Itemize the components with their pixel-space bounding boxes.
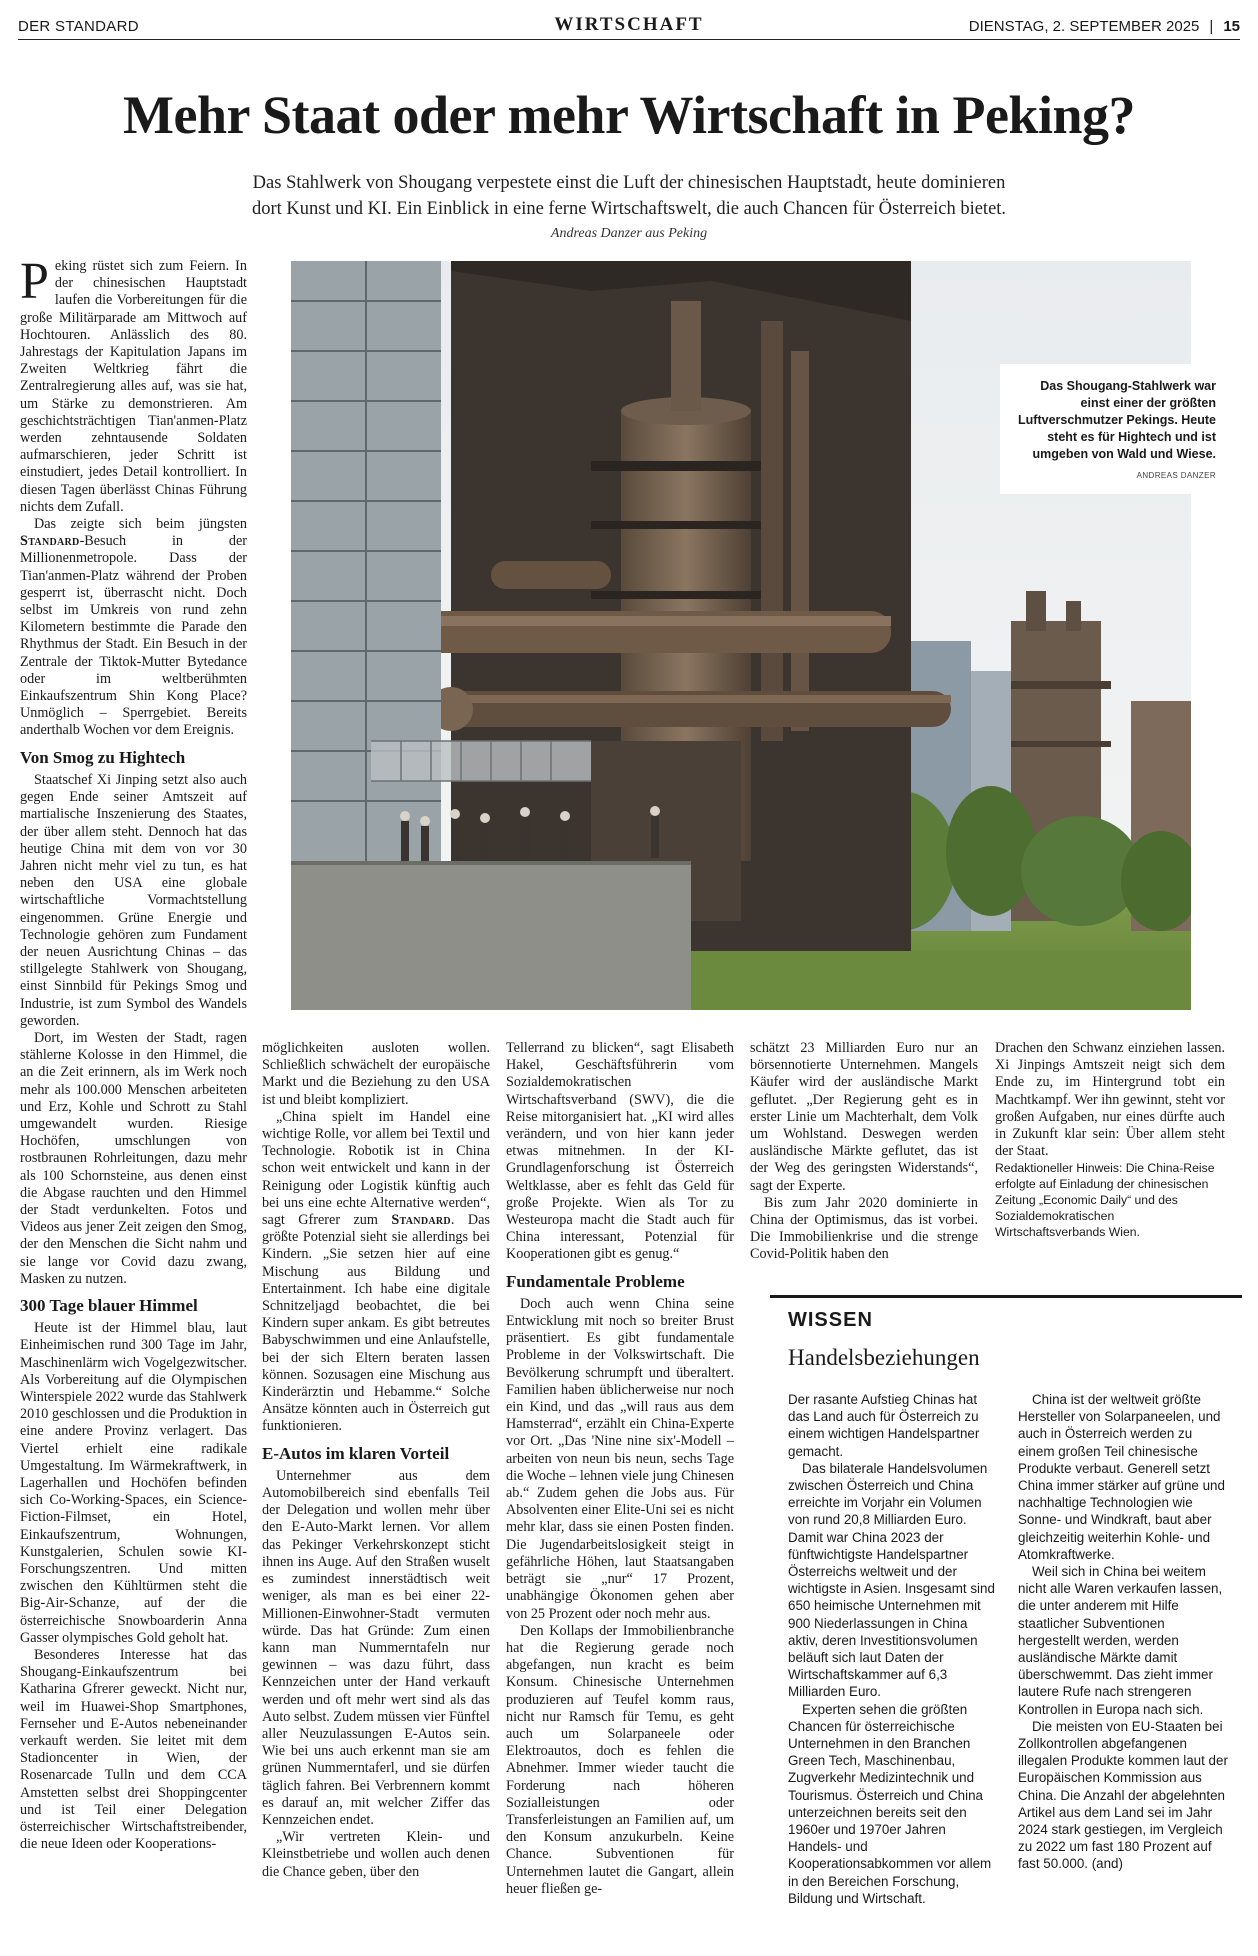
subheading-problems: Fundamentale Probleme bbox=[506, 1271, 685, 1291]
article-column-1 bbox=[20, 258, 247, 1940]
page-header bbox=[18, 14, 1240, 40]
body-paragraph: Besonderes Interesse hat das Shougang-Einkaufszentrum bei Katharina Gfrerer geweckt. Nicht nur, weil im Huawei-Shop Smartphones, Fernseher und E-Autos nebeneinander verkauft werden. Sie leitet mit dem Stadioncenter in Wien, der Rosenarcade Tulln und dem CCA Amstetten selbst drei Shoppingcenter und ist Teil einer Delegation österreichischer Wirtschaftstreibender, die neue Ideen oder Kooperations- bbox=[20, 1647, 247, 1853]
body-paragraph: Das zeigte sich beim jüngsten Standard-Besuch in der Millionenmetropole. Dass der Tian'anmen-Platz während der Proben gesperrt ist, überrascht nicht. Doch selbst im Umkreis von rund zehn Kilometern bestimmte die Parade den Rhythmus der Stadt. Ein Besuch in der Zentrale der Tiktok-Mutter Bytedance oder im weltberühmten Einkaufszentrum Shin Kong Place? Unmöglich – Sperrgebiet. Bereits anderthalb Wochen vor dem Ereignis. bbox=[20, 516, 247, 739]
byline: Andreas Danzer aus Peking bbox=[550, 226, 708, 241]
info-paragraph: Die meisten von EU-Staaten bei Zollkontrollen abgefangenen illegalen Produkte kommen laut der Europäischen Kommission aus China. Die Anzahl der abgelehnten Artikel aus dem Land sei im Jahr 2024 stark gestiegen, im Vergleich zu 2022 um fast 180 Prozent auf fast 50.000. (and) bbox=[1018, 1718, 1228, 1872]
headline: Mehr Staat oder mehr Wirtschaft in Peking? bbox=[123, 85, 1135, 145]
body-paragraph: „China spielt im Handel eine wichtige Rolle, vor allem bei Textil und Technologie. Robotik ist in China schon weit entwickelt und kann in der Reinigung oder Logistik künftig auch bei uns eine echte Alternative werden“, sagt Gfrerer zum Standard. Das größte Potenzial sieht sie allerdings bei Kindern. „Sie setzen hier auf eine Mischung aus Bildung und Entertainment. Ich habe eine digitale Schnitzeljagd beobachtet, die bei Kindern super ankam. Es gibt betreutes Babyschwimmen und eine Anlaufstelle, bei der sich Eltern beraten lassen können. Sozusagen eine Mischung aus Kinderärztin und Hebamme.“ Solche Ansätze könnten auch in Österreich gut funktionieren. bbox=[262, 1108, 490, 1435]
info-paragraph: Experten sehen die größten Chancen für österreichische Unternehmen in den Branchen Green Tech, Maschinenbau, Zugverkehr Medizintechnik und Tourismus. Österreich und China unterzeichnen bereits seit den 1960er und 1970er Jahren Handels- und Kooperationsabkommen vor allem in den Bereichen Forschung, Bildung und Wirtschaft. bbox=[788, 1701, 992, 1906]
section-name: WIRTSCHAFT bbox=[554, 14, 704, 35]
article-column-3 bbox=[506, 1040, 734, 1940]
brand-name: Standard bbox=[391, 1212, 451, 1229]
body-paragraph: möglichkeiten ausloten wollen. Schließlich schwächelt der europäische Markt und die Beziehung zu den USA ist und bleibt kompliziert. bbox=[262, 1040, 490, 1108]
drop-cap: P bbox=[20, 258, 49, 310]
header-separator: | bbox=[1209, 18, 1214, 35]
body-paragraph: Drachen den Schwanz einziehen lassen. Xi Jinpings Amtszeit neigt sich dem Ende zu, im Hintergrund tobt ein Machtkampf. Wer ihn gewinnt, steht vor großen Aufgaben, nur eines dürfte auch in Zukunft klar sein: Über allem steht der Staat. bbox=[995, 1040, 1225, 1160]
subheading-blue-sky: 300 Tage blauer Himmel bbox=[20, 1295, 198, 1315]
body-paragraph: schätzt 23 Milliarden Euro nur an börsennotierte Unternehmen. Mangels Käufer wird der ausländische Markt geflutet. „Der Regierung geht es in erster Linie um Machterhalt, dem Volk um Wohlstand. Deswegen werden ausländische Märkte geflutet, das ist der Weg des geringsten Widerstands“, sagt der Experte. bbox=[750, 1040, 978, 1194]
info-box-rule bbox=[770, 1295, 1242, 1298]
info-box-column-1 bbox=[788, 1391, 1000, 1931]
article-column-5 bbox=[995, 1040, 1225, 1290]
photo-credit: ANDREAS DANZER bbox=[1136, 471, 1216, 480]
issue-date: DIENSTAG, 2. SEPTEMBER 2025 bbox=[968, 18, 1200, 35]
photo-caption bbox=[1000, 364, 1226, 494]
article-column-4 bbox=[750, 1040, 978, 1280]
subheading-e-autos: E-Autos im klaren Vorteil bbox=[262, 1443, 450, 1463]
caption-text: Das Shougang-Stahlwerk war einst einer der größten Luftverschmutzer Pekings. Heute steht es für Hightech und ist umgeben von Wald und Wiese. bbox=[1018, 379, 1216, 461]
info-box-column-2 bbox=[1018, 1391, 1230, 1931]
lead-paragraph bbox=[20, 258, 247, 516]
body-paragraph: Unternehmer aus dem Automobilbereich sind ebenfalls Teil der Delegation und wollen mehr über den E-Auto-Markt lernen. Vor allem das Pekinger Verkehrskonzept sticht ihnen ins Auge. Auf den Straßen wuselt es zumindest innerstädtisch weit weniger, als man es bei einer 22-Millionen-Einwohner-Stadt vermuten würde. Das hat Gründe: Zum einen kann man Nummerntafeln nur gewinnen – was dazu führt, dass Kennzeichen unter der Hand verkauft werden und oft mehr wert sind als das Auto selbst. Zudem müssen vier Fünftel aller Neuzulassungen E-Autos sein. Wie bei uns auch erkennt man sie am grünen Nummerntaferl, und sie dürfen täglich fahren. Bei Verbrennern kommt es darauf an, mit welcher Ziffer das Kennzeichen endet. bbox=[262, 1467, 490, 1828]
subhead bbox=[160, 170, 1098, 222]
info-paragraph: Das bilaterale Handelsvolumen zwischen Österreich und China erreichte im Vorjahr ein Volumen von rund 20,8 Milliarden Euro. Damit war China 2023 der fünftwichtigste Handelspartner Österreichs weltweit und der wichtigste in Asien. Insgesamt sind 650 heimische Unternehmen mit 900 Niederlassungen in China aktiv, deren Investitionsvolumen beläuft sich laut Daten der Wirtschaftskammer auf 6,3 Milliarden Euro. bbox=[788, 1460, 995, 1700]
body-paragraph: Tellerrand zu blicken“, sagt Elisabeth Hakel, Geschäftsführerin vom Sozialdemokratischen Wirtschaftsverband (SWV), die die Reise mitorganisiert hat. „KI wird alles verändern, und von hier kann jeder etwas mitnehmen. In der KI-Grundlagenforschung ist Österreich Weltklasse, aber es fehlt das Geld für große Projekte. Wien als Tor zu Westeuropa macht die Stadt auch für China interessant, Potenzial für Kooperationen gibt es genug.“ bbox=[506, 1040, 734, 1263]
info-box bbox=[770, 1295, 1242, 1935]
body-paragraph: Heute ist der Himmel blau, laut Einheimischen rund 300 Tage im Jahr, Maschinenlärm wich Vogelgezwitscher. Als Vorbereitung auf die Olympischen Winterspiele 2022 wurde das Stahlwerk 2010 geschlossen und die Produktion in eine andere Provinz verlagert. Das Viertel erhielt eine radikale Umgestaltung. Im Wärmekraftwerk, in Lagerhallen und Hochöfen befinden sich Co-Working-Spaces, ein Science-Fiction-Filmset, ein Hotel, Einkaufszentrum, Wohnungen, Kunstgalerien, Schulen sowie KI-Forschungszentren. Und mitten zwischen den Kühltürmen steht die Big-Air-Schanze, auf der die österreichische Snowboarderin Anna Gasser olympisches Gold geholt hat. bbox=[20, 1320, 247, 1646]
info-paragraph: Der rasante Aufstieg Chinas hat das Land auch für Österreich zu einem wichtigen Handelspartner gemacht. bbox=[788, 1392, 980, 1459]
info-box-label: WISSEN bbox=[788, 1309, 873, 1331]
subhead-line-1: Das Stahlwerk von Shougang verpestete einst die Luft der chinesischen Hauptstadt, heute dominieren bbox=[252, 173, 1006, 193]
body-paragraph: Den Kollaps der Immobilienbranche hat die Regierung gerade noch abgefangen, nun kracht es beim Konsum. Chinesische Unternehmen produzieren auf Teufel komm raus, nicht nur Ramsch für Temu, es geht auch um Solarpaneele oder Elektroautos, doch es fehlen die Abnehmer. Immer wieder taucht die Forderung nach höheren Sozialleistungen oder Transferleistungen an Familien auf, um den Konsum anzukurbeln. Keine Chance. Subventionen für Unternehmen lautet die Gangart, allein heuer fließen ge- bbox=[506, 1622, 734, 1897]
subheading-smog: Von Smog zu Hightech bbox=[20, 747, 186, 767]
body-paragraph: Doch auch wenn China seine Entwicklung mit noch so breiter Brust präsentiert. Es gibt fundamentale Probleme in der Volkswirtschaft. Die Bevölkerung schrumpft und überaltert. Familien haben üblicherweise nur noch ein Kind, und das „will raus aus dem Hamsterrad“, erzählt ein China-Experte vor Ort. „Das 'Nine nine six'-Modell – arbeiten von neun bis neun, sechs Tage die Woche – lehnen viele jung Chinesen ab.“ Zudem gehen die Jobs aus. Für Absolventen einer Elite-Uni sei es nicht mehr klar, dass sie einen Posten finden. Die Jugendarbeitslosigkeit steigt in gefährliche Höhen, laut Staatsangaben beträgt sie „nur“ 17 Prozent, unabhängige Ökonomen gehen aber von 25 Prozent oder noch mehr aus. bbox=[506, 1295, 734, 1622]
info-box-title: Handelsbeziehungen bbox=[788, 1345, 980, 1370]
body-paragraph: Dort, im Westen der Stadt, ragen stählerne Kolosse in den Himmel, die an die Zeit erinnern, als im Werk noch mehr als 100.000 Menschen arbeiteten und Erz, Kohle und Schrott zu Stahl umgewandelt wurden. Riesige Hochöfen, umschlungen von rostbraunen Rohrleitungen, dazu mehr als 100 Schornsteine, aus denen einst die Abgase rauchten und den Himmel der Stadt verdunkelten. Fotos und Videos aus jener Zeit zeigen den Smog, der den Menschen die Sicht nahm und sie lange vor Covid dazu zwang, Masken zu nutzen. bbox=[20, 1029, 247, 1287]
page-number: 15 bbox=[1223, 18, 1240, 35]
editorial-note: Redaktioneller Hinweis: Die China-Reise erfolgte auf Einladung der chinesischen Zeitung „Economic Daily“ und des Sozialdemokratischen Wirtschaftsverbands Wien. bbox=[995, 1161, 1215, 1240]
info-paragraph: China ist der weltweit größte Hersteller von Solarpaneelen, und auch in Österreich werden zu einem großen Teil chinesische Produkte verbaut. Generell setzt China immer stärker auf grüne und nachhaltige Technologien wie Sonne- und Windkraft, baut aber gleichzeitig weiterhin Kohle- und Atomkraftwerke. bbox=[1018, 1392, 1225, 1562]
info-paragraph: Weil sich in China bei weitem nicht alle Waren verkaufen lassen, die unter anderem mit Hilfe staatlicher Subventionen hergestellt werden, werden ausländische Märkte damit überschwemmt. Das zieht immer lautere Rufe nach strengeren Kontrollen in Europa nach sich. bbox=[1018, 1564, 1223, 1717]
body-paragraph: Bis zum Jahr 2020 dominierte in China der Optimismus, das ist vorbei. Die Immobilienkrise und die strenge Covid-Politik haben den bbox=[750, 1194, 978, 1263]
body-paragraph: Staatschef Xi Jinping setzt also auch gegen Ende seiner Amtszeit auf martialische Inszenierung des Staates, der über allem steht. Dennoch hat das heutige China mit dem von vor 30 Jahren nicht mehr viel zu tun, es hat neben den USA eine globale wirtschaftliche Vormachtstellung eingenommen. Grüne Energie und Technologie gehören zum Fundament der neuen Ausrichtung Chinas – das stillgelegte Stahlwerk von Shougang, einst Sinnbild für Pekings Smog und Industrie, ist zum Symbol des Wandels geworden. bbox=[20, 771, 247, 1029]
body-paragraph: „Wir vertreten Klein- und Kleinstbetriebe und wollen auch denen die Chance geben, über den bbox=[262, 1829, 490, 1880]
brand-name: Standard bbox=[20, 533, 80, 550]
publication-name: DER STANDARD bbox=[18, 18, 139, 35]
subhead-line-2: dort Kunst und KI. Ein Einblick in eine ferne Wirtschaftswelt, die auch Chancen für Österreich bietet. bbox=[251, 199, 1007, 219]
lead-text: eking rüstet sich zum Feiern. In der chinesischen Hauptstadt laufen die Vorbereitungen für die große Militärparade am Mittwoch auf Hochtouren. Anlässlich des 80. Jahrestags der Kapitulation Japans im Zweiten Weltkrieg fährt die Zentralregierung alles auf, was sie hat, um Stärke zu demonstrieren. Am geschichtsträchtigen Tian'anmen-Platz werden zehntausende Soldaten aufmarschieren, jeder Schritt ist einstudiert, jedes Detail kontrolliert. In diesen Tagen überlässt Chinas Führung nichts dem Zufall. bbox=[20, 258, 247, 515]
date-page bbox=[969, 18, 1240, 35]
article-column-2 bbox=[262, 1040, 490, 1940]
